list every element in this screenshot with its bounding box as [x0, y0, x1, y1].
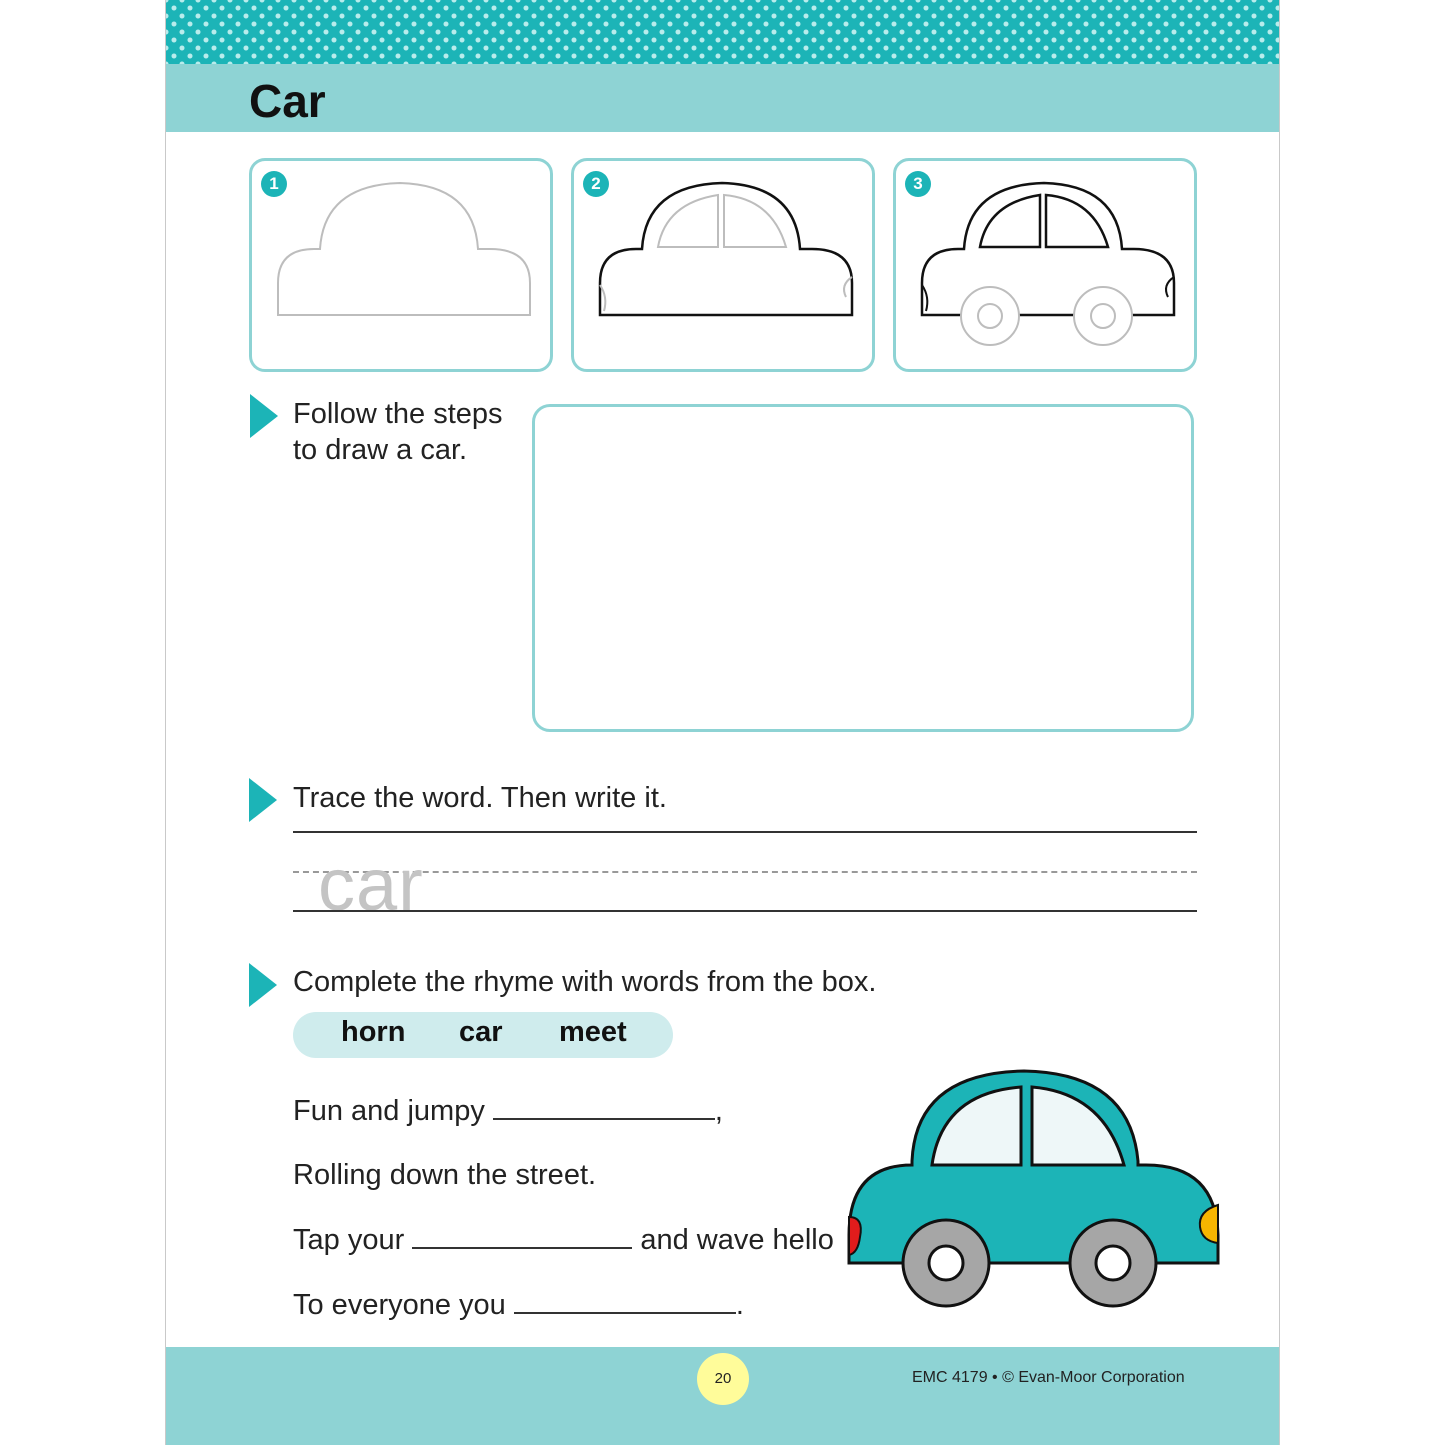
step-3-number: 3 [905, 171, 931, 197]
word-box-word-2: car [459, 1016, 503, 1048]
polka-dot-header [166, 0, 1279, 64]
rhyme-line-4 [293, 1288, 744, 1322]
rhyme-line-1 [293, 1094, 723, 1128]
writing-baseline[interactable] [293, 910, 1197, 912]
rhyme-line-3 [293, 1223, 834, 1257]
rhyme-line-2: Rolling down the street. [293, 1159, 597, 1191]
car-outline-step-3-icon [896, 161, 1194, 369]
page-title: Car [249, 75, 326, 127]
copyright-credit: EMC 4179 • © Evan-Moor Corporation [912, 1369, 1185, 1386]
draw-instruction-line-2: to draw a car. [293, 434, 468, 466]
draw-instruction-line-1: Follow the steps [293, 398, 503, 430]
rhyme-blank-2[interactable] [412, 1223, 632, 1249]
rhyme-line-1-start: Fun and jumpy [293, 1095, 485, 1127]
trace-word: car [318, 843, 424, 926]
rhyme-instruction: Complete the rhyme with words from the box. [293, 966, 877, 998]
rhyme-line-1-end: , [714, 1095, 723, 1127]
rhyme-blank-3[interactable] [514, 1288, 736, 1314]
teal-car-illustration-icon [846, 1065, 1226, 1315]
word-box-word-3: meet [559, 1016, 627, 1048]
title-band [166, 64, 1279, 132]
bullet-arrow-icon [249, 963, 277, 1007]
word-box-word-1: horn [341, 1016, 406, 1048]
writing-top-line [293, 831, 1197, 833]
step-1-box [249, 158, 553, 372]
rhyme-line-3-end: and wave hello [640, 1224, 834, 1256]
step-1-number: 1 [261, 171, 287, 197]
trace-instruction: Trace the word. Then write it. [293, 782, 667, 814]
rhyme-blank-1[interactable] [493, 1094, 715, 1120]
car-outline-step-2-icon [574, 161, 872, 369]
draw-instruction [293, 396, 503, 468]
page-number: 20 [697, 1353, 749, 1405]
bullet-arrow-icon [250, 394, 278, 438]
car-outline-step-1-icon [252, 161, 550, 369]
worksheet-page [165, 0, 1280, 1445]
rhyme-line-3-start: Tap your [293, 1224, 405, 1256]
writing-midline [293, 871, 1197, 873]
bullet-arrow-icon [249, 778, 277, 822]
rhyme-line-4-start: To everyone you [293, 1289, 506, 1321]
rhyme-line-4-end: . [735, 1289, 744, 1321]
step-2-number: 2 [583, 171, 609, 197]
step-3-box [893, 158, 1197, 372]
step-2-box [571, 158, 875, 372]
drawing-area[interactable] [532, 404, 1194, 732]
